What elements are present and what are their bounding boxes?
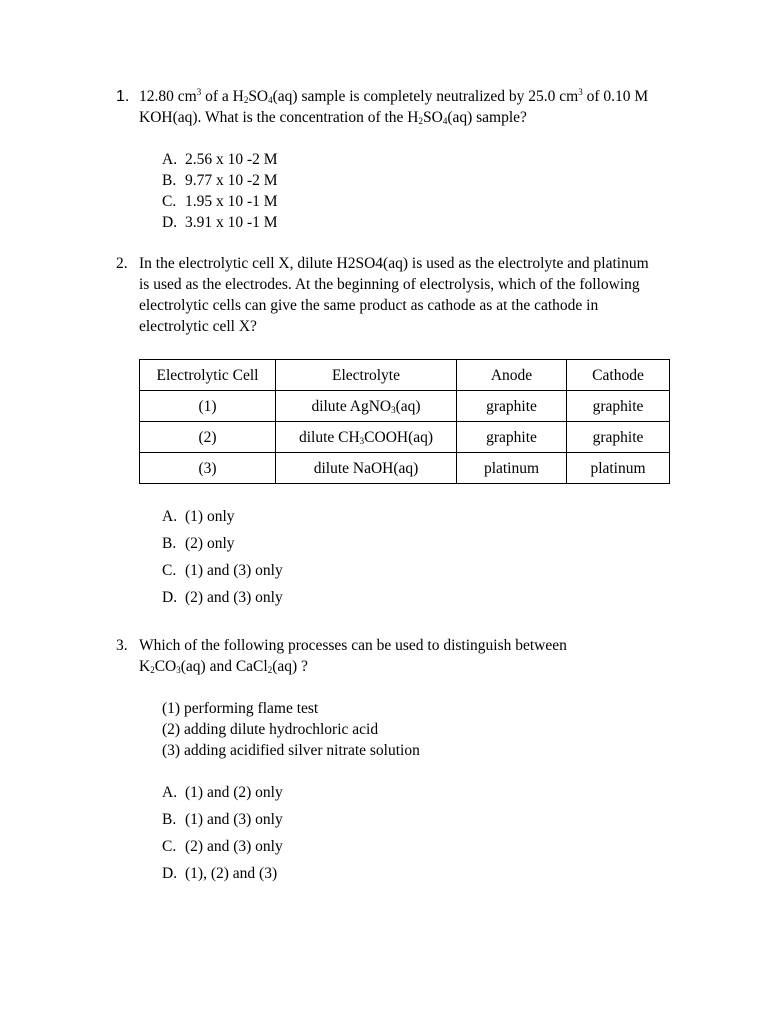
subscript: 3: [176, 665, 181, 675]
question-number: 3.: [116, 637, 128, 654]
anode-cell: graphite: [457, 391, 567, 422]
stem-line: [139, 656, 686, 677]
electrolyte-cell: [276, 453, 457, 484]
stem-text: K: [139, 658, 151, 675]
option-a[interactable]: [162, 503, 686, 530]
option-text: (1) and (3) only: [185, 811, 283, 828]
subscript: 3: [391, 404, 396, 415]
option-c[interactable]: [162, 191, 686, 212]
anode-cell: platinum: [457, 453, 567, 484]
option-text: (1) and (2) only: [185, 784, 283, 801]
option-letter: D.: [162, 865, 178, 882]
statement-item: (3) adding acidified silver nitrate solution: [162, 742, 420, 759]
cathode-cell: platinum: [567, 453, 670, 484]
stem-text: SO: [422, 109, 443, 126]
option-text: 9.77 x 10 -2 M: [185, 172, 278, 189]
option-letter: A.: [162, 508, 178, 525]
option-a[interactable]: [162, 149, 686, 170]
option-letter: A.: [162, 784, 178, 801]
answer-options: [162, 503, 686, 611]
question-stem: In the electrolytic cell X, dilute H2SO4(aq) is used as the electrolyte and platinum is used as the electrodes. At the beginning of electrolysis, which of the following electrolytic cells can give the same product as cathode as at the cathode in electrolytic cell X?: [139, 255, 649, 335]
table-header-row: [140, 360, 670, 391]
option-letter: D.: [162, 589, 178, 606]
statement-item: (2) adding dilute hydrochloric acid: [162, 721, 379, 738]
cell-label: (3): [140, 453, 276, 484]
option-letter: B.: [162, 172, 177, 189]
option-letter: C.: [162, 193, 177, 210]
subscript: 4: [442, 116, 448, 126]
stem-line: Which of the following processes can be used to distinguish between: [139, 637, 567, 654]
cathode-cell: graphite: [567, 391, 670, 422]
superscript: 3: [578, 87, 583, 97]
question-3: [116, 635, 686, 887]
superscript: 3: [196, 87, 202, 97]
option-text: (1) and (3) only: [185, 562, 283, 579]
stem-text: CO: [154, 658, 177, 675]
subscript: 2: [418, 116, 423, 126]
option-b[interactable]: [162, 806, 686, 833]
electrolyte-text: dilute NaOH(aq): [313, 459, 419, 477]
table-row: [140, 422, 670, 453]
electrolyte-text: dilute AgNO: [311, 397, 392, 415]
anode-cell: graphite: [457, 422, 567, 453]
option-b[interactable]: [162, 170, 686, 191]
option-letter: B.: [162, 811, 177, 828]
stem-text: (aq) ?: [272, 658, 308, 675]
table-header: Electrolytic Cell: [140, 360, 276, 391]
answer-options: [162, 149, 686, 233]
question-stem: [139, 86, 686, 128]
table-header: Anode: [457, 360, 567, 391]
question-1: [116, 86, 686, 233]
electrolyte-text: COOH(aq): [364, 428, 434, 446]
table-header: Electrolyte: [276, 360, 457, 391]
question-number: 2.: [116, 255, 128, 272]
subscript: 3: [359, 435, 365, 446]
stem-text: of 0.10 M KOH(aq). What is the concentration of the H: [139, 88, 649, 126]
option-d[interactable]: [162, 212, 686, 233]
option-letter: B.: [162, 535, 177, 552]
option-c[interactable]: [162, 557, 686, 584]
table-header: Cathode: [567, 360, 670, 391]
option-text: (1) only: [185, 508, 235, 525]
question-2-options-block: [116, 503, 686, 611]
option-text: 3.91 x 10 -1 M: [185, 214, 278, 231]
option-text: (2) and (3) only: [185, 589, 283, 606]
electrolyte-cell: [276, 422, 457, 453]
stem-text: (aq) and CaCl: [180, 658, 268, 675]
subscript: 2: [267, 665, 273, 675]
subscript: 4: [268, 95, 273, 105]
option-d[interactable]: [162, 860, 686, 887]
electrolyte-text: dilute CH: [298, 428, 360, 446]
statements-list: [162, 698, 686, 761]
question-2: [116, 253, 656, 337]
option-letter: C.: [162, 838, 177, 855]
question-stem: [139, 635, 686, 677]
option-text: 2.56 x 10 -2 M: [185, 151, 278, 168]
option-b[interactable]: [162, 530, 686, 557]
table-row: [140, 391, 670, 422]
cell-label: (2): [140, 422, 276, 453]
table-row: [140, 453, 670, 484]
electrolyte-cell: [276, 391, 457, 422]
stem-text: (aq) sample?: [447, 109, 527, 126]
option-letter: D.: [162, 214, 178, 231]
stem-text: (aq) sample is completely neutralized by 25.0 cm: [272, 88, 579, 105]
cathode-cell: graphite: [567, 422, 670, 453]
option-text: 1.95 x 10 -1 M: [185, 193, 278, 210]
stem-text: SO: [248, 88, 269, 105]
option-c[interactable]: [162, 833, 686, 860]
question-number: 1.: [116, 88, 130, 105]
electrolyte-text: (aq): [395, 397, 421, 415]
option-letter: A.: [162, 151, 178, 168]
option-text: (1), (2) and (3): [185, 865, 278, 882]
option-a[interactable]: [162, 779, 686, 806]
stem-text: 12.80 cm: [139, 88, 197, 105]
answer-options: [162, 779, 686, 887]
option-text: (2) and (3) only: [185, 838, 283, 855]
subscript: 2: [243, 95, 249, 105]
stem-text: of a H: [201, 88, 244, 105]
subscript: 2: [150, 665, 155, 675]
option-d[interactable]: [162, 584, 686, 611]
statement-item: (1) performing flame test: [162, 700, 319, 717]
electrolytic-cells-table: [139, 359, 670, 484]
option-letter: C.: [162, 562, 177, 579]
cell-label: (1): [140, 391, 276, 422]
option-text: (2) only: [185, 535, 235, 552]
